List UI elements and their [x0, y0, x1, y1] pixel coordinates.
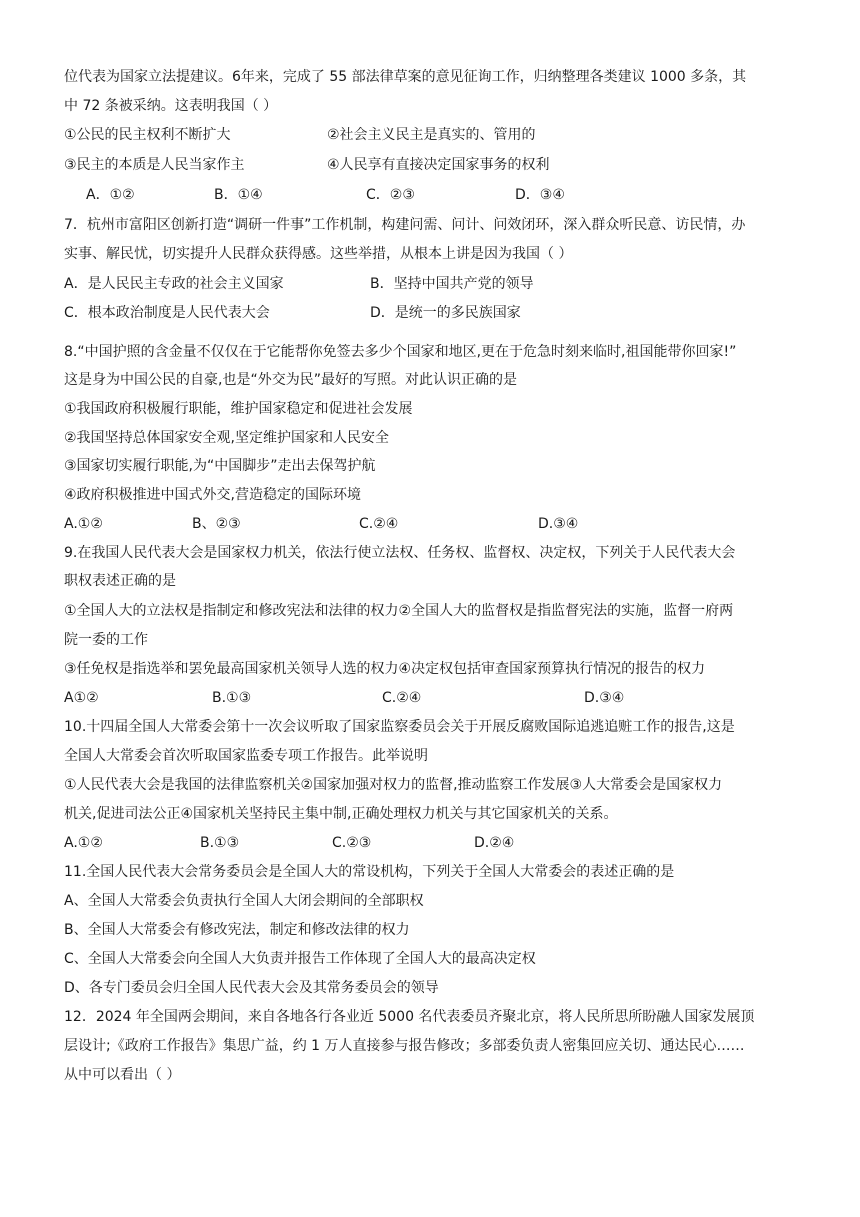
q9-text-line-1: 9.在我国人民代表大会是国家权力机关，依法行使立法权、任务权、监督权、决定权，下列关于人民代表大会 [64, 545, 736, 561]
q6-option-c: C．②③ [366, 187, 415, 203]
q6-option-a: A．①② [86, 187, 135, 203]
q8-options [64, 515, 804, 533]
q7-option-c: C．根本政治制度是人民代表大会 [64, 305, 270, 321]
q8-statement-4: ④政府积极推进中国式外交,营造稳定的国际环境 [64, 487, 361, 503]
q6-text-line-2: 中 72 条被采纳。这表明我国（ ） [64, 98, 278, 114]
q10-text-line-1: 10.十四届全国人大常委会第十一次会议听取了国家监察委员会关于开展反腐败国际追逃追赃工作的报告,这是 [64, 719, 735, 735]
q11-text-line-1: 11.全国人民代表大会常务委员会是全国人大的常设机构，下列关于全国人大常委会的表述正确的是 [64, 864, 675, 880]
q12-text-line-3: 从中可以看出（ ） [64, 1067, 181, 1083]
q11-option-d: D、各专门委员会归全国人民代表大会及其常务委员会的领导 [64, 980, 439, 996]
q7-text-line-1: 7．杭州市富阳区创新打造“调研一件事”工作机制，构建问需、问计、问效闭环，深入群众听民意、访民情，办 [64, 217, 746, 233]
q8-option-d: D.③④ [538, 516, 579, 532]
q11-option-b: B、全国人大常委会有修改宪法，制定和修改法律的权力 [64, 922, 410, 938]
q7-options-row-1 [64, 275, 804, 293]
q6-text-line-1: 位代表为国家立法提建议。6年来，完成了 55 部法律草案的意见征询工作，归纳整理各类建议 1000 多条，其 [64, 69, 747, 85]
q6-statements-row-2 [64, 156, 804, 174]
q9-option-c: C.②④ [382, 690, 422, 706]
q6-options [64, 186, 804, 204]
q12-text-line-2: 层设计;《政府工作报告》集思广益，约 1 万人直接参与报告修改；多部委负责人密集回应关切、通达民心…… [64, 1038, 745, 1054]
q11-option-a: A、全国人大常委会负责执行全国人大闭会期间的全部职权 [64, 893, 424, 909]
q9-option-b: B.①③ [212, 690, 252, 706]
q8-option-b: B、②③ [192, 516, 241, 532]
q8-statement-1: ①我国政府积极履行职能，维护国家稳定和促进社会发展 [64, 401, 413, 417]
q10-text-line-2: 全国人大常委会首次听取国家监委专项工作报告。此举说明 [64, 748, 428, 764]
q8-text-line-1: 8.“中国护照的含金量不仅仅在于它能帮你免签去多少个国家和地区,更在于危急时刻来临时,祖国能带你回家!” [64, 344, 737, 360]
q7-option-d: D．是统一的多民族国家 [370, 305, 521, 321]
q8-option-c: C.②④ [359, 516, 399, 532]
q10-option-b: B.①③ [200, 835, 240, 851]
q6-statement-2: ②社会主义民主是真实的、管用的 [327, 127, 536, 143]
q8-text-line-2: 这是身为中国公民的自豪,也是“外交为民”最好的写照。对此认识正确的是 [64, 372, 517, 388]
q10-statements-line-1: ①人民代表大会是我国的法律监察机关②国家加强对权力的监督,推动监察工作发展③人大常委会是国家权力 [64, 777, 723, 793]
q10-option-d: D.②④ [474, 835, 515, 851]
q6-option-b: B．①④ [214, 187, 263, 203]
q6-statements-row-1 [64, 126, 804, 144]
q7-option-b: B．坚持中国共产党的领导 [370, 276, 534, 292]
q9-statements-line-2: 院一委的工作 [64, 632, 148, 648]
q7-option-a: A．是人民民主专政的社会主义国家 [64, 276, 284, 292]
q6-statement-1: ①公民的民主权利不断扩大 [64, 127, 231, 143]
q10-option-c: C.②③ [332, 835, 372, 851]
q7-options-row-2 [64, 304, 804, 322]
q7-text-line-2: 实事、解民忧，切实提升人民群众获得感。这些举措，从根本上讲是因为我国（ ） [64, 246, 573, 262]
q10-option-a: A.①② [64, 835, 103, 851]
q6-statement-3: ③民主的本质是人民当家作主 [64, 157, 245, 173]
q9-text-line-2: 职权表述正确的是 [64, 573, 176, 589]
q9-statements-line-3: ③任免权是指选举和罢免最高国家机关领导人选的权力④决定权包括审查国家预算执行情况的报告的权力 [64, 661, 706, 677]
q9-statements-line-1: ①全国人大的立法权是指制定和修改宪法和法律的权力②全国人大的监督权是指监督宪法的实施，监督一府两 [64, 603, 734, 619]
q11-option-c: C、全国人大常委会向全国人大负责并报告工作体现了全国人大的最高决定权 [64, 951, 536, 967]
q9-option-a: A①② [64, 690, 99, 706]
q8-option-a: A.①② [64, 516, 103, 532]
q10-statements-line-2: 机关,促进司法公正④国家机关坚持民主集中制,正确处理权力机关与其它国家机关的关系。 [64, 806, 618, 822]
q8-statement-2: ②我国坚持总体国家安全观,坚定维护国家和人民安全 [64, 430, 389, 446]
q6-statement-4: ④人民享有直接决定国家事务的权利 [327, 157, 550, 173]
q9-option-d: D.③④ [584, 690, 625, 706]
q12-text-line-1: 12．2024 年全国两会期间，来自各地各行各业近 5000 名代表委员齐聚北京，将人民所思所盼融人国家发展顶 [64, 1009, 755, 1025]
q6-option-d: D．③④ [515, 187, 565, 203]
q9-options [64, 689, 804, 707]
q8-statement-3: ③国家切实履行职能,为“中国脚步”走出去保驾护航 [64, 458, 376, 474]
q10-options [64, 834, 804, 852]
